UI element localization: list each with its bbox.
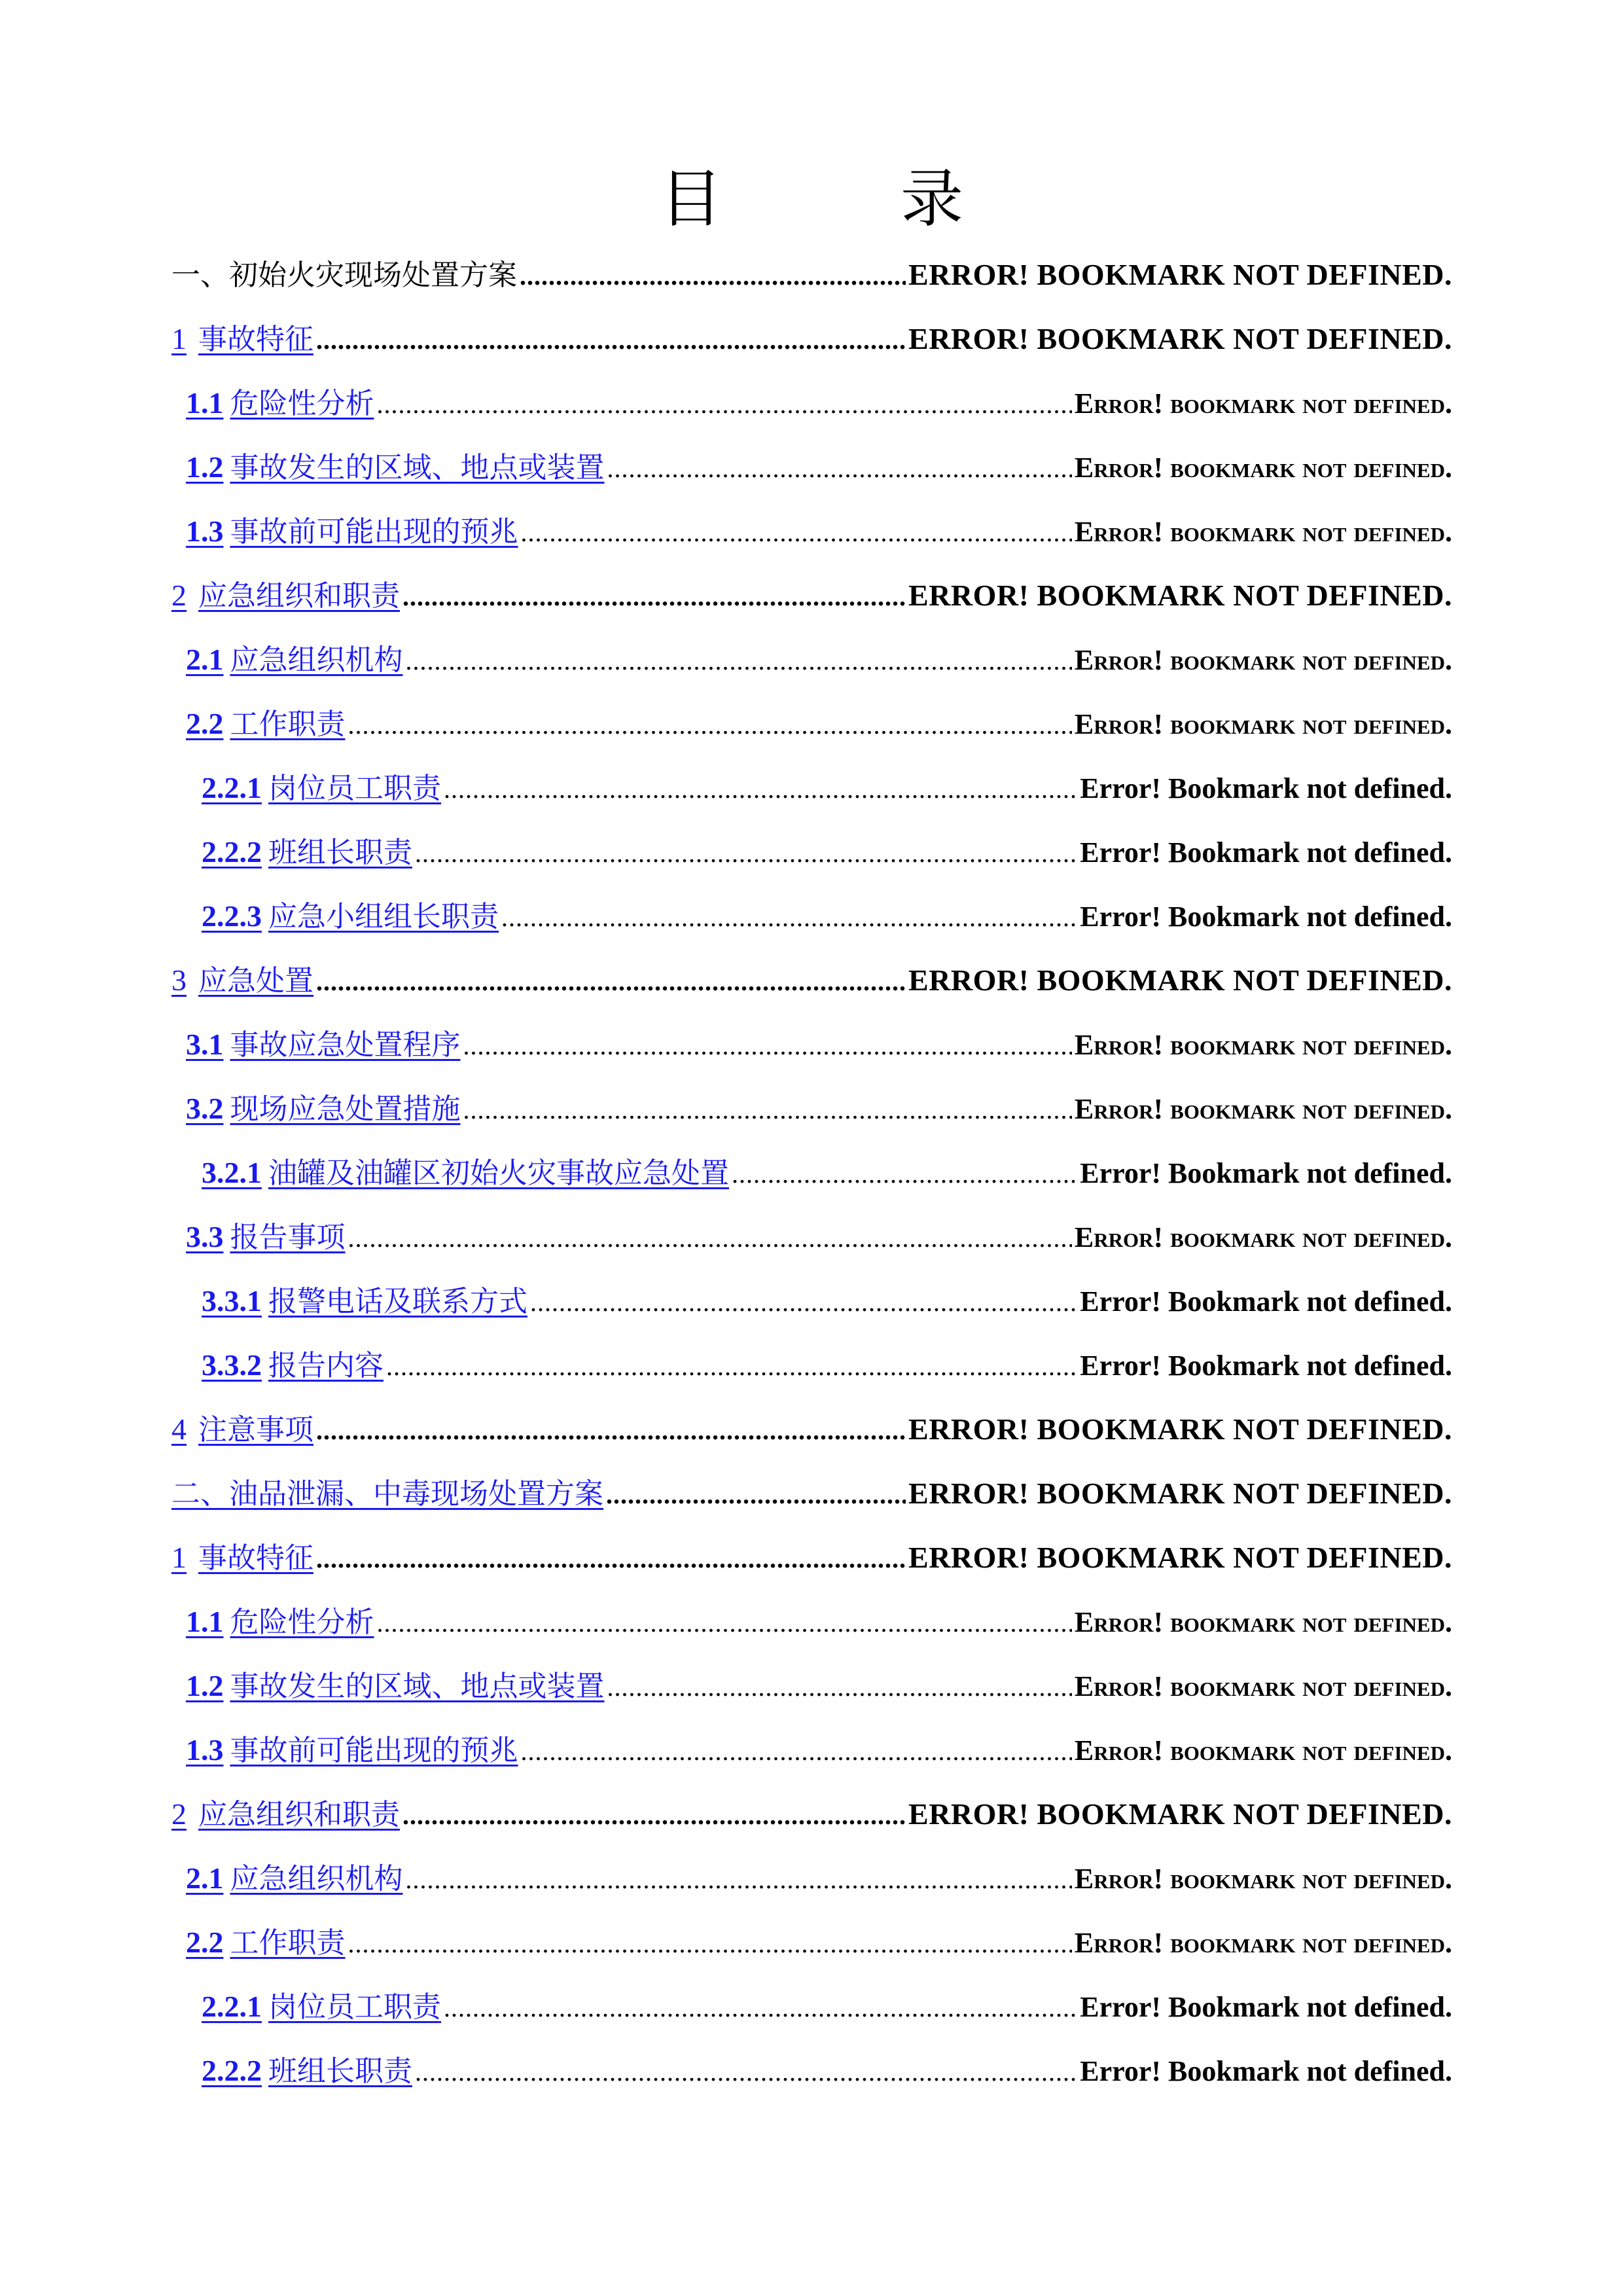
toc-entry — [171, 755, 1452, 819]
toc-entry — [171, 563, 1452, 627]
toc-entry-number: 1 — [171, 1541, 187, 1574]
toc-entry-title: 应急组织机构 — [230, 643, 403, 677]
toc-entry-link[interactable] — [202, 884, 499, 949]
toc-entry-title: 事故发生的区域、地点或装置 — [230, 451, 605, 484]
toc-entry — [171, 819, 1452, 884]
toc-entry-number: 1.3 — [186, 514, 224, 548]
toc-entry-number: 3.2.1 — [202, 1156, 262, 1189]
dot-leader — [501, 886, 1077, 950]
toc-entry-number: 2.2 — [186, 707, 224, 740]
toc-entry-link[interactable] — [171, 306, 313, 372]
toc-entry-title: 危险性分析 — [230, 387, 374, 420]
toc-page-reference: Error! Bookmark not defined. — [1080, 1157, 1452, 1189]
toc-entry-link[interactable] — [202, 755, 441, 821]
toc-entry — [171, 1333, 1452, 1397]
toc-entry — [171, 1846, 1452, 1910]
toc-entry — [171, 1653, 1452, 1717]
toc-entry-link[interactable] — [186, 1910, 346, 1975]
dot-leader — [530, 1270, 1077, 1335]
toc-entry-link[interactable] — [186, 1589, 374, 1655]
toc-entry-title: 事故特征 — [198, 323, 313, 356]
toc-entry-title: 应急组织机构 — [230, 1862, 403, 1895]
toc-entry — [171, 1589, 1452, 1653]
dot-leader — [316, 1399, 906, 1463]
toc-entry-number: 2.1 — [186, 643, 224, 676]
toc-entry — [171, 1140, 1452, 1204]
toc-entry — [171, 499, 1452, 563]
toc-entry-link[interactable] — [186, 1204, 346, 1270]
toc-entry-link[interactable] — [171, 948, 313, 1013]
toc-entry-number: 2.2.3 — [202, 899, 262, 933]
toc-entry — [171, 370, 1452, 435]
toc-entry-number: 2.2.1 — [202, 1990, 262, 2023]
toc-entry-link[interactable] — [202, 1974, 441, 2039]
toc-entry — [171, 1076, 1452, 1140]
toc-page-reference: error! bookmark not defined. — [1074, 1734, 1452, 1767]
dot-leader — [316, 950, 906, 1014]
toc-page-reference: error! bookmark not defined. — [1074, 708, 1452, 740]
toc-page-reference: ERROR! BOOKMARK NOT DEFINED. — [908, 1797, 1452, 1831]
toc-entry-number: 1.2 — [186, 450, 224, 484]
toc-page-reference: error! bookmark not defined. — [1074, 452, 1452, 484]
toc-entry-number: 2.2.1 — [202, 771, 262, 804]
toc-entry-title: 应急组织和职责 — [198, 1798, 400, 1831]
toc-entry-title: 班组长职责 — [268, 2054, 412, 2088]
toc-entry-number: 1.2 — [186, 1669, 224, 1702]
toc-entry-number: 3.3.1 — [202, 1284, 262, 1318]
toc-page-reference: Error! Bookmark not defined. — [1080, 836, 1452, 869]
toc-entry-number: 2.2.2 — [202, 835, 262, 869]
toc-page-reference: Error! Bookmark not defined. — [1080, 2055, 1452, 2087]
toc-page-reference: error! bookmark not defined. — [1074, 1927, 1452, 1959]
toc-entry — [171, 1525, 1452, 1589]
toc-page-reference: error! bookmark not defined. — [1074, 1029, 1452, 1061]
toc-entry — [171, 691, 1452, 755]
toc-entry — [171, 1397, 1452, 1461]
toc-entry-link[interactable] — [171, 242, 517, 308]
toc-entry-title: 报告内容 — [268, 1349, 383, 1382]
dot-leader — [406, 629, 1072, 693]
toc-entry-number: 1.3 — [186, 1733, 224, 1767]
toc-entry-title: 二、油品泄漏、中毒现场处置方案 — [171, 1477, 603, 1511]
toc-entry-title: 油罐及油罐区初始火灾事故应急处置 — [268, 1157, 729, 1190]
toc-entry-link[interactable] — [186, 435, 605, 500]
dot-leader — [377, 1591, 1072, 1655]
dot-leader — [607, 1655, 1072, 1719]
dot-leader — [348, 693, 1072, 757]
toc-entry — [171, 242, 1452, 306]
toc-entry-number: 3.3.2 — [202, 1348, 262, 1382]
toc-entry-link[interactable] — [202, 1333, 383, 1398]
toc-page-reference: error! bookmark not defined. — [1074, 1863, 1452, 1895]
toc-entry-title: 工作职责 — [230, 708, 346, 741]
toc-entry-link[interactable] — [202, 1268, 527, 1334]
toc-entry-link[interactable] — [202, 1140, 729, 1206]
dot-leader — [463, 1014, 1072, 1078]
toc-entry-number: 3.2 — [186, 1092, 224, 1125]
toc-page-reference: error! bookmark not defined. — [1074, 1670, 1452, 1702]
toc-entry-title: 应急处置 — [198, 964, 313, 997]
dot-leader — [732, 1142, 1077, 1206]
toc-entry-link[interactable] — [186, 1076, 461, 1141]
toc-page-reference: ERROR! BOOKMARK NOT DEFINED. — [908, 1477, 1452, 1510]
toc-entry-number: 2 — [171, 579, 187, 612]
toc-entry-number: 1 — [171, 322, 187, 355]
toc-entry-link[interactable] — [171, 1461, 603, 1526]
toc-entry-title: 事故发生的区域、地点或装置 — [230, 1670, 605, 1703]
dot-leader — [316, 308, 906, 372]
toc-entry — [171, 435, 1452, 499]
dot-leader — [377, 372, 1072, 437]
toc-entry — [171, 1782, 1452, 1846]
toc-entry-title: 一、初始火灾现场处置方案 — [171, 259, 517, 292]
toc-page-reference: Error! Bookmark not defined. — [1080, 1991, 1452, 2023]
toc-page-reference: Error! Bookmark not defined. — [1080, 772, 1452, 804]
toc-entry-link[interactable] — [186, 627, 403, 692]
dot-leader — [316, 1527, 906, 1591]
toc-entry — [171, 2038, 1452, 2102]
toc-entry-number: 3 — [171, 963, 187, 997]
dot-leader — [463, 1078, 1072, 1142]
toc-entry-link[interactable] — [186, 691, 346, 757]
dot-leader — [402, 565, 906, 629]
toc-entry-number: 1.1 — [186, 386, 224, 420]
dot-leader — [348, 1206, 1072, 1270]
toc-page-reference: ERROR! BOOKMARK NOT DEFINED. — [908, 1412, 1452, 1446]
dot-leader — [444, 757, 1077, 821]
toc-entry-title: 危险性分析 — [230, 1605, 374, 1639]
toc-entry-title: 报警电话及联系方式 — [268, 1285, 527, 1318]
toc-entry-number: 1.1 — [186, 1605, 224, 1638]
toc-entry-title: 报告事项 — [230, 1221, 346, 1254]
toc-entry-title: 注意事项 — [198, 1413, 313, 1446]
toc-page-reference: ERROR! BOOKMARK NOT DEFINED. — [908, 258, 1452, 291]
dot-leader — [415, 821, 1077, 886]
dot-leader — [406, 1848, 1072, 1912]
toc-entry-number: 3.1 — [186, 1028, 224, 1061]
toc-entry-link[interactable] — [186, 1717, 518, 1783]
toc-entry-link[interactable] — [171, 563, 400, 628]
table-of-contents — [171, 242, 1452, 2102]
toc-entry-title: 应急组织和职责 — [198, 579, 400, 613]
page-title: 目 录 — [660, 162, 1021, 236]
toc-entry-number: 4 — [171, 1412, 187, 1446]
toc-entry-title: 工作职责 — [230, 1926, 346, 1960]
toc-entry-title: 事故前可能出现的预兆 — [230, 1734, 518, 1767]
toc-page-reference: error! bookmark not defined. — [1074, 1221, 1452, 1253]
toc-page-reference: error! bookmark not defined. — [1074, 516, 1452, 548]
toc-entry-number: 2.2 — [186, 1926, 224, 1959]
toc-entry-link[interactable] — [186, 1012, 461, 1077]
dot-leader — [521, 1719, 1072, 1784]
toc-entry-number: 3.3 — [186, 1220, 224, 1253]
toc-entry — [171, 1717, 1452, 1782]
toc-entry-link[interactable] — [171, 1525, 313, 1590]
toc-entry-link[interactable] — [186, 1653, 605, 1719]
dot-leader — [607, 437, 1072, 501]
toc-entry-title: 应急小组组长职责 — [268, 900, 499, 933]
toc-entry — [171, 1204, 1452, 1268]
toc-entry-link[interactable] — [186, 1846, 403, 1911]
toc-entry — [171, 948, 1452, 1012]
toc-entry-title: 现场应急处置措施 — [230, 1092, 461, 1126]
toc-entry-number: 2.2.2 — [202, 2054, 262, 2087]
toc-entry — [171, 884, 1452, 948]
toc-entry — [171, 1974, 1452, 2038]
toc-entry — [171, 306, 1452, 370]
toc-page-reference: ERROR! BOOKMARK NOT DEFINED. — [908, 579, 1452, 612]
toc-page-reference: Error! Bookmark not defined. — [1080, 1350, 1452, 1382]
toc-entry-link[interactable] — [202, 819, 412, 885]
toc-page-reference: error! bookmark not defined. — [1074, 387, 1452, 420]
toc-entry-title: 岗位员工职责 — [268, 772, 441, 805]
dot-leader — [521, 501, 1072, 565]
toc-page-reference: Error! Bookmark not defined. — [1080, 1285, 1452, 1318]
toc-entry — [171, 1268, 1452, 1333]
toc-page-reference: ERROR! BOOKMARK NOT DEFINED. — [908, 963, 1452, 997]
toc-entry-link[interactable] — [171, 1397, 313, 1462]
toc-entry-number: 2.1 — [186, 1861, 224, 1895]
toc-entry-title: 事故特征 — [198, 1541, 313, 1575]
dot-leader — [415, 2040, 1077, 2104]
toc-entry — [171, 627, 1452, 691]
toc-page-reference: error! bookmark not defined. — [1074, 644, 1452, 676]
toc-entry-title: 班组长职责 — [268, 836, 412, 869]
toc-entry-number: 2 — [171, 1797, 187, 1831]
dot-leader — [606, 1463, 906, 1527]
dot-leader — [386, 1335, 1077, 1399]
toc-page-reference: ERROR! BOOKMARK NOT DEFINED. — [908, 322, 1452, 355]
toc-entry-link[interactable] — [171, 1782, 400, 1847]
dot-leader — [520, 244, 906, 308]
toc-entry-link[interactable] — [186, 499, 518, 564]
toc-page-reference: error! bookmark not defined. — [1074, 1606, 1452, 1638]
toc-page-reference: ERROR! BOOKMARK NOT DEFINED. — [908, 1541, 1452, 1574]
toc-entry-title: 岗位员工职责 — [268, 1990, 441, 2024]
toc-entry-title: 事故应急处置程序 — [230, 1028, 461, 1062]
dot-leader — [402, 1784, 906, 1848]
dot-leader — [348, 1912, 1072, 1976]
toc-entry-link[interactable] — [186, 370, 374, 436]
toc-entry — [171, 1012, 1452, 1076]
dot-leader — [444, 1976, 1077, 2040]
toc-entry-link[interactable] — [202, 2038, 412, 2104]
toc-page-reference: Error! Bookmark not defined. — [1080, 901, 1452, 933]
toc-page-reference: error! bookmark not defined. — [1074, 1093, 1452, 1125]
toc-entry — [171, 1910, 1452, 1974]
toc-entry — [171, 1461, 1452, 1525]
toc-entry-title: 事故前可能出现的预兆 — [230, 515, 518, 548]
